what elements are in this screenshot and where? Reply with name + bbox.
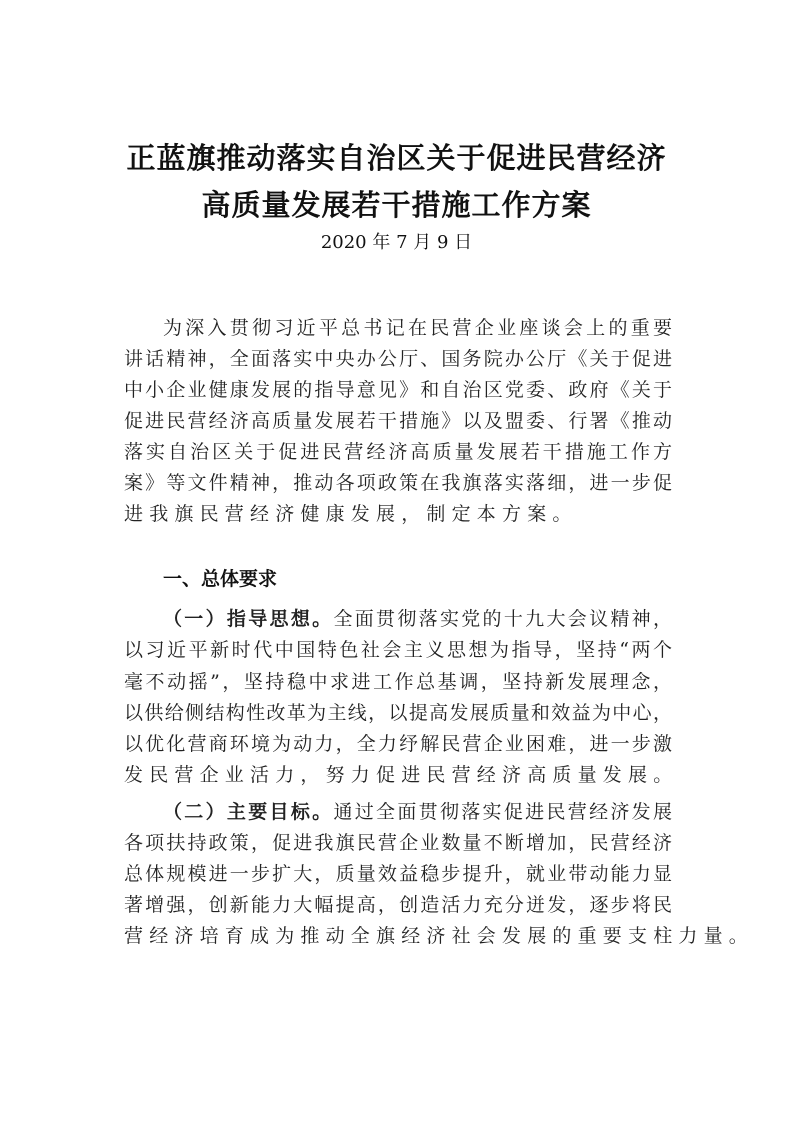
- intro-line: 促进民营经济高质量发展若干措施》以及盟委、行署《推动: [124, 410, 672, 432]
- title-line-1: 正蓝旗推动落实自治区关于促进民营经济: [126, 141, 667, 175]
- subsection-lead: （二）主要目标。: [163, 801, 334, 823]
- intro-line: 为深入贯彻习近平总书记在民营企业座谈会上的重要: [163, 317, 672, 339]
- subsection-line: 毫不动摇”，坚持稳中求进工作总基调，坚持新发展理念，: [124, 671, 672, 693]
- subsection-line: 发民营企业活力，努力促进民营经济高质量发展。: [124, 764, 679, 786]
- subsection-first-line: [163, 800, 672, 824]
- subsection-line: 总体规模进一步扩大，质量效益稳步提升，就业带动能力显: [124, 863, 672, 885]
- document-date: 2020 年 7 月 9 日: [320, 232, 473, 253]
- subsection-text: 通过全面贯彻落实促进民营经济发展: [333, 801, 672, 823]
- section-heading: 一、总体要求: [163, 568, 278, 590]
- subsection-line: 以习近平新时代中国特色社会主义思想为指导，坚持“两个: [124, 639, 672, 661]
- intro-line: 案》等文件精神，推动各项政策在我旗落实落细，进一步促: [124, 472, 672, 494]
- subsection-first-line: [163, 607, 672, 631]
- intro-line: 中小企业健康发展的指导意见》和自治区党委、政府《关于: [124, 379, 672, 401]
- intro-line: 讲话精神，全面落实中央办公厅、国务院办公厅《关于促进: [124, 348, 672, 370]
- subsection-line: 著增强，创新能力大幅提高，创造活力充分迸发，逐步将民: [124, 894, 672, 916]
- subsection-lead: （一）指导思想。: [163, 608, 334, 630]
- subsection-text: 全面贯彻落实党的十九大会议精神，: [333, 608, 672, 630]
- subsection-line: 营经济培育成为推动全旗经济社会发展的重要支柱力量。: [124, 925, 755, 947]
- subsection-line: 以供给侧结构性改革为主线，以提高发展质量和效益为中心，: [124, 702, 672, 724]
- intro-line: 落实自治区关于促进民营经济高质量发展若干措施工作方: [124, 441, 672, 463]
- intro-line: 进我旗民营经济健康发展，制定本方案。: [124, 503, 578, 525]
- title-line-2: 高质量发展若干措施工作方案: [201, 188, 592, 222]
- subsection-line: 各项扶持政策，促进我旗民营企业数量不断增加，民营经济: [124, 832, 672, 854]
- subsection-line: 以优化营商环境为动力，全力纾解民营企业困难，进一步激: [124, 733, 672, 755]
